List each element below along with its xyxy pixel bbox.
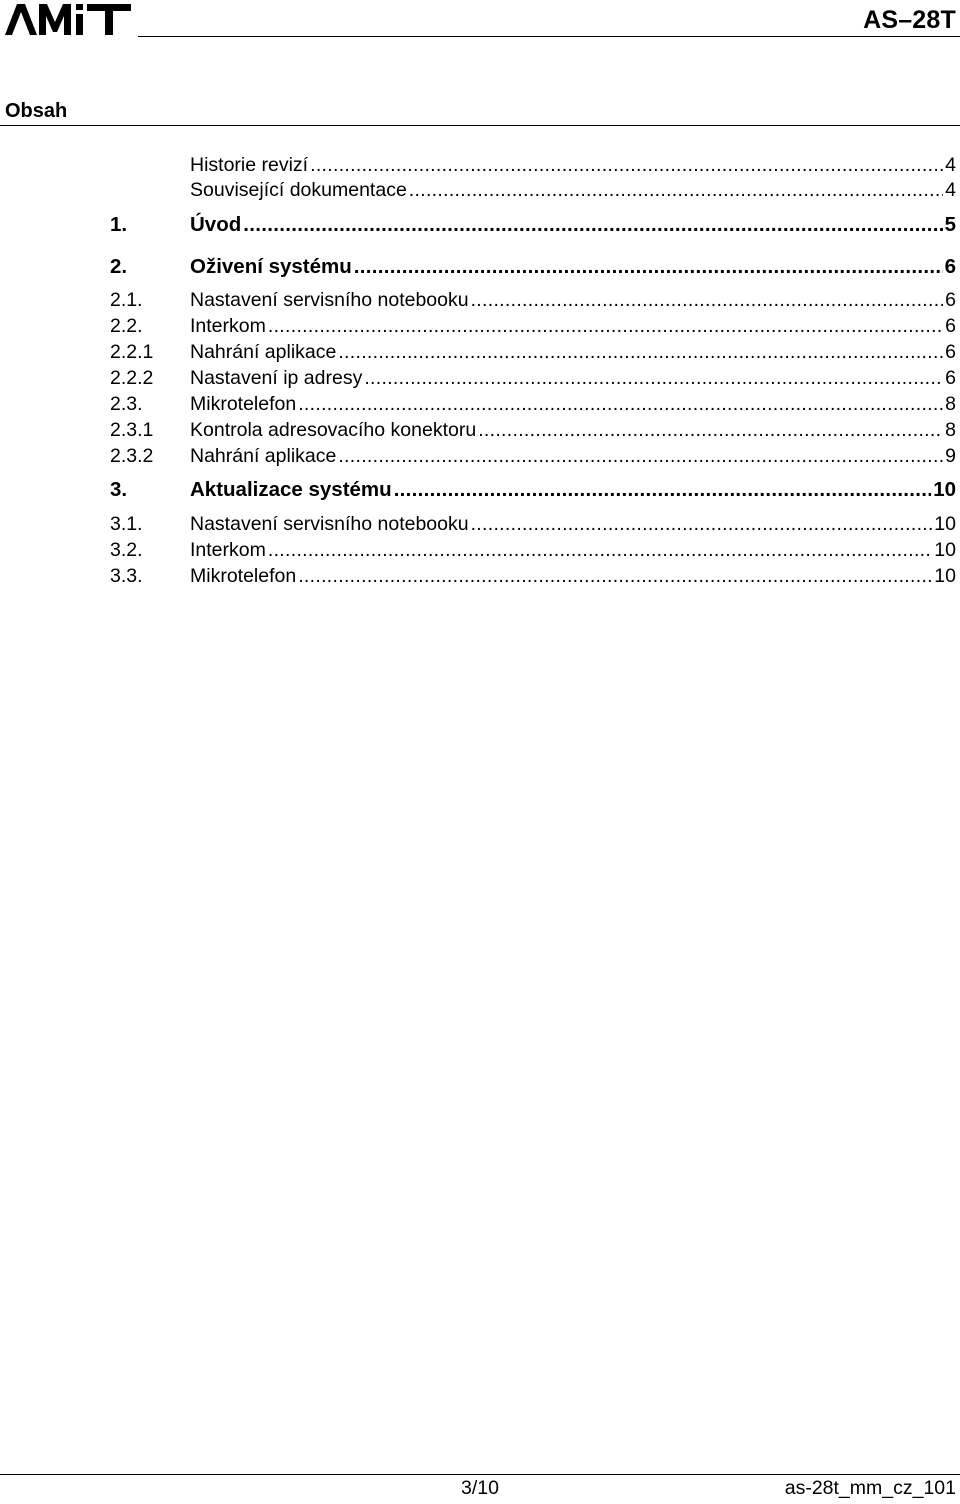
toc-dot-leader xyxy=(338,339,943,365)
toc-entry-page: 8 xyxy=(945,393,956,415)
toc-dot-leader xyxy=(310,152,943,178)
toc-entry-title: Nastavení servisního notebooku xyxy=(190,513,469,535)
toc-entry[interactable] xyxy=(110,212,956,238)
toc-entry[interactable] xyxy=(110,313,956,339)
toc-entry-title: Nahrání aplikace xyxy=(190,341,337,363)
toc-entry[interactable] xyxy=(110,254,956,280)
toc-entry[interactable] xyxy=(110,365,956,391)
header-rule xyxy=(138,36,960,37)
toc-entry-title: Nastavení ip adresy xyxy=(190,367,363,389)
toc-entry-title: Mikrotelefon xyxy=(190,565,297,587)
toc-dot-leader xyxy=(268,313,943,339)
toc-entry-page: 6 xyxy=(945,341,956,363)
toc-entry-number: 3.2. xyxy=(110,539,143,561)
toc-entry-title: Kontrola adresovacího konektoru xyxy=(190,419,477,441)
toc-dot-leader xyxy=(243,212,942,238)
toc-dot-leader xyxy=(298,563,932,589)
toc-entry-page: 10 xyxy=(934,565,956,587)
toc-entry-title: Úvod xyxy=(190,213,242,236)
toc-entry[interactable] xyxy=(110,339,956,365)
toc-entry-title: Související dokumentace xyxy=(190,179,407,201)
toc-entry[interactable] xyxy=(110,443,956,469)
toc-dot-leader xyxy=(354,254,943,280)
toc-entry-title: Mikrotelefon xyxy=(190,393,297,415)
toc-entry-number: 2.3. xyxy=(110,393,143,415)
toc-entry[interactable] xyxy=(110,477,956,503)
toc-entry-number: 2.3.1 xyxy=(110,419,154,441)
toc-entry-number: 2.2.2 xyxy=(110,367,154,389)
toc-dot-leader xyxy=(409,177,943,203)
toc-entry-number: 2.2.1 xyxy=(110,341,154,363)
toc-dot-leader xyxy=(364,365,943,391)
toc-entry-page: 6 xyxy=(944,255,956,278)
toc-dot-leader xyxy=(394,477,932,503)
toc-entry-page: 6 xyxy=(945,289,956,311)
toc-entry-title: Nahrání aplikace xyxy=(190,445,337,467)
toc-entry-number: 1. xyxy=(110,213,128,236)
toc-entry-number: 3. xyxy=(110,478,128,501)
toc-entry[interactable] xyxy=(110,177,956,203)
toc-entry-number: 3.1. xyxy=(110,513,143,535)
document-code: AS–28T xyxy=(863,6,956,34)
toc-dot-leader xyxy=(478,417,943,443)
page-number: 3/10 xyxy=(461,1477,499,1499)
toc-dot-leader xyxy=(471,511,933,537)
toc-entry[interactable] xyxy=(110,537,956,563)
toc-entry-page: 4 xyxy=(945,154,956,176)
toc-entry-title: Interkom xyxy=(190,539,266,561)
toc-entry[interactable] xyxy=(110,417,956,443)
toc-entry-number: 2.3.2 xyxy=(110,445,154,467)
toc-entry-title: Historie revizí xyxy=(190,154,309,176)
toc-entry[interactable] xyxy=(110,287,956,313)
toc-dot-leader xyxy=(268,537,932,563)
toc-entry-page: 5 xyxy=(944,213,956,236)
toc-dot-leader xyxy=(298,391,943,417)
file-identifier: as-28t_mm_cz_101 xyxy=(784,1477,956,1499)
toc-entry-title: Nastavení servisního notebooku xyxy=(190,289,469,311)
heading-rule xyxy=(0,125,960,126)
toc-entry-title: Oživení systému xyxy=(190,255,352,278)
toc-entry[interactable] xyxy=(110,391,956,417)
toc-entry-number: 2.1. xyxy=(110,289,143,311)
footer-rule xyxy=(0,1474,960,1475)
toc-entry-number: 2.2. xyxy=(110,315,143,337)
toc-entry[interactable] xyxy=(110,563,956,589)
toc-entry-number: 3.3. xyxy=(110,565,143,587)
toc-dot-leader xyxy=(338,443,943,469)
toc-dot-leader xyxy=(471,287,944,313)
toc-entry-title: Interkom xyxy=(190,315,266,337)
amit-logo xyxy=(3,2,133,36)
toc-entry-page: 6 xyxy=(945,367,956,389)
toc-entry-page: 6 xyxy=(945,315,956,337)
toc-heading: Obsah xyxy=(5,100,68,122)
toc-entry[interactable] xyxy=(110,511,956,537)
toc-entry-page: 10 xyxy=(934,539,956,561)
toc-entry-page: 10 xyxy=(934,513,956,535)
toc-entry-page: 9 xyxy=(945,445,956,467)
toc-entry-number: 2. xyxy=(110,255,128,278)
toc-entry-page: 10 xyxy=(933,478,956,501)
toc-entry[interactable] xyxy=(110,152,956,178)
toc-entry-title: Aktualizace systému xyxy=(190,478,392,501)
toc-entry-page: 8 xyxy=(945,419,956,441)
toc-entry-page: 4 xyxy=(945,179,956,201)
